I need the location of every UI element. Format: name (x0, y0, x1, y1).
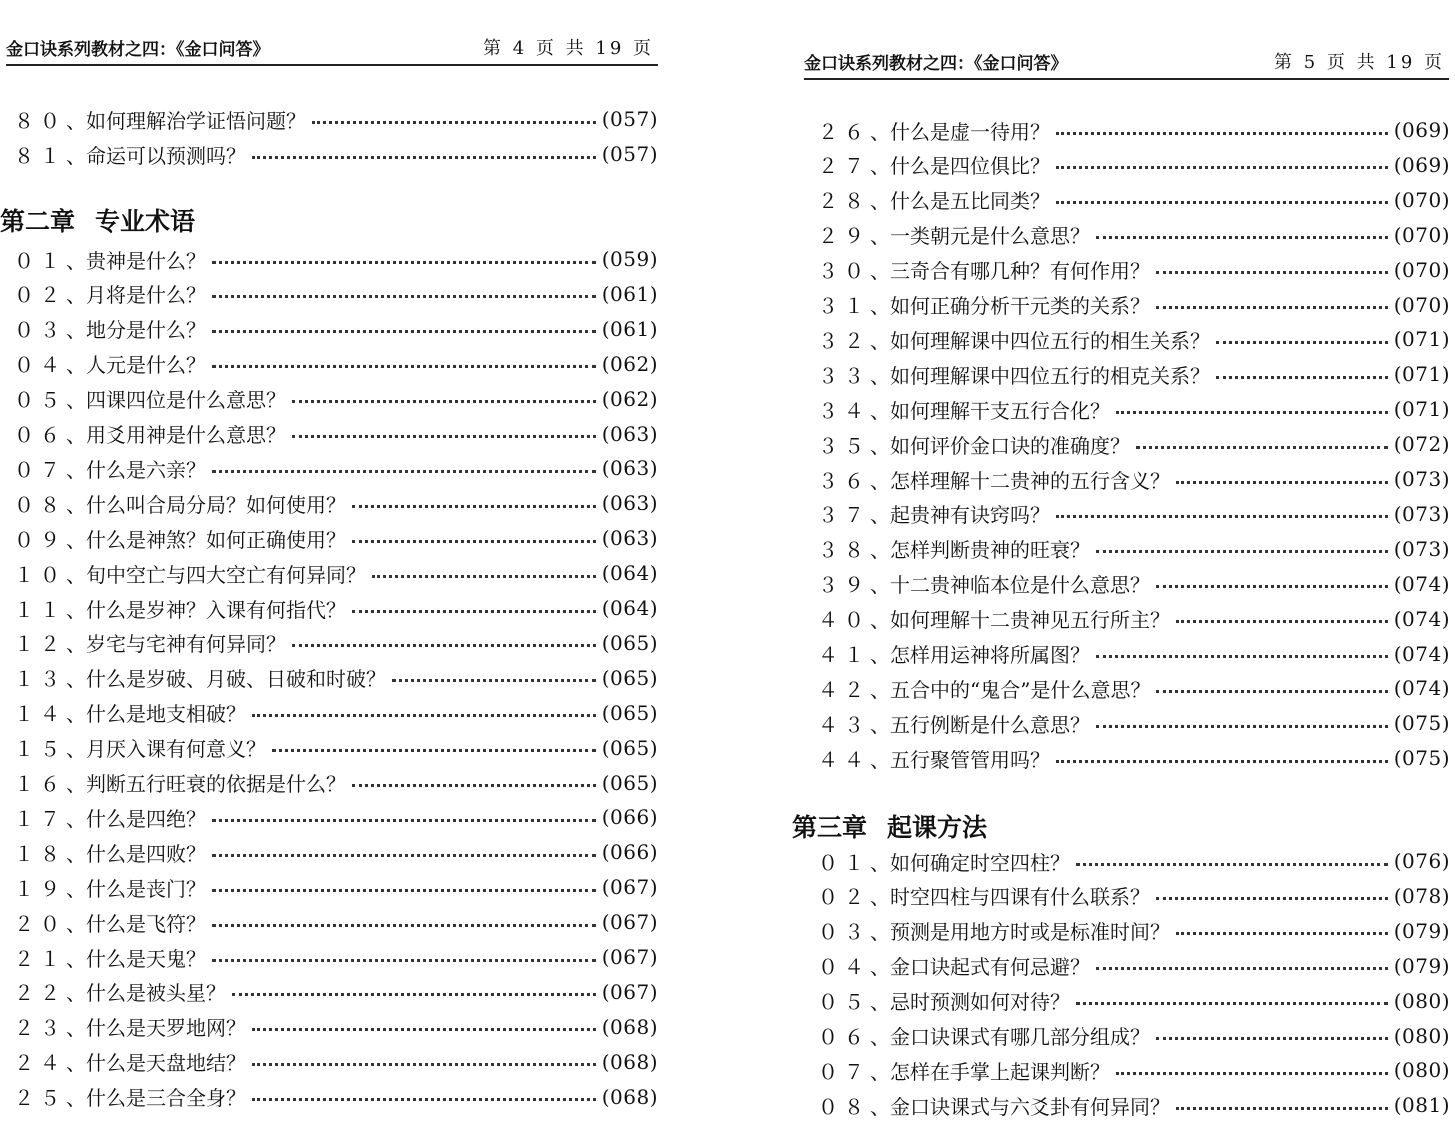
toc-entry (818, 534, 1450, 564)
toc-entry (14, 768, 658, 798)
entry-title: 、预测是用地方时或是标准时间？ (870, 920, 1170, 945)
toc-entry (14, 663, 658, 693)
dot-leader (292, 398, 596, 403)
entry-page: (066) (601, 840, 658, 865)
entry-number: ０４ (818, 955, 870, 980)
entry-page: (074) (1393, 571, 1450, 596)
toc-entry (818, 881, 1450, 911)
page-number: 第 5 页 共 19 页 (1274, 52, 1445, 73)
entry-title: 、如何理解课中四位五行的相克关系？ (870, 363, 1210, 388)
entry-title: 、如何理解干支五行合化？ (870, 398, 1110, 423)
entry-title: 、怎样用运神将所属图？ (870, 643, 1090, 667)
toc-entry (14, 453, 658, 483)
dot-leader (1176, 618, 1388, 623)
entry-number: ２１ (14, 946, 66, 971)
dot-leader (1176, 479, 1388, 484)
entry-title: 、三奇合有哪几种？有何作用？ (870, 259, 1150, 284)
entry-title: 、什么是天盘地结？ (66, 1051, 246, 1076)
entry-title: 、人元是什么？ (66, 353, 206, 378)
entry-title: 、什么是天罗地网？ (66, 1016, 246, 1041)
entry-page: (073) (1393, 501, 1450, 526)
dot-leader (1156, 688, 1387, 693)
chapter-title: 专业术语 (95, 207, 196, 236)
dot-leader (292, 433, 596, 438)
entry-title: 、什么是天鬼？ (66, 946, 206, 971)
toc-entry (14, 733, 658, 763)
entry-title: 、一类朝元是什么意思？ (870, 224, 1090, 249)
entry-number: ３５ (818, 433, 870, 458)
entry-title: 、什么是六亲？ (66, 457, 206, 482)
toc-entry (818, 846, 1450, 876)
entry-page: (068) (601, 1084, 658, 1109)
entry-page: (069) (1393, 152, 1450, 177)
dot-leader (392, 677, 596, 682)
entry-page: (065) (601, 700, 658, 725)
entry-title: 、什么是三合全身？ (66, 1086, 246, 1111)
entry-page: (070) (1393, 292, 1450, 317)
entry-title: 、什么是地支相破？ (66, 702, 246, 727)
entry-number: １１ (14, 597, 66, 622)
toc-entry (818, 604, 1450, 634)
dot-leader (252, 1026, 596, 1031)
dot-leader (1156, 895, 1388, 900)
toc-entry (818, 708, 1450, 738)
entry-title: 、起贵神有诀窍吗？ (870, 503, 1050, 528)
entry-page: (063) (601, 456, 658, 481)
entry-page: (064) (601, 596, 658, 620)
dot-leader (212, 922, 596, 927)
entry-title: 、什么是神煞？如何正确使用？ (66, 527, 346, 552)
entry-page: (059) (601, 247, 658, 271)
entry-title: 、月将是什么？ (66, 283, 206, 308)
toc-entry (818, 1021, 1450, 1051)
entry-page: (073) (1393, 467, 1450, 491)
entry-page: (062) (601, 386, 658, 411)
dot-leader (212, 293, 596, 298)
entry-title: 、金口诀课式有哪几部分组成？ (870, 1025, 1150, 1049)
entry-title: 、如何理解治学证悟问题？ (66, 108, 306, 133)
entry-page: (076) (1393, 849, 1450, 873)
entry-number: ２８ (818, 189, 870, 214)
entry-number: ０９ (14, 527, 66, 552)
dot-leader (352, 608, 596, 613)
entry-number: ０２ (818, 885, 870, 910)
entry-number: ２０ (14, 911, 66, 936)
entry-number: ８０ (14, 108, 66, 133)
entry-page: (067) (601, 875, 658, 900)
toc-entry (14, 593, 658, 623)
dot-leader (1156, 304, 1388, 309)
entry-title: 、五行例断是什么意思？ (870, 712, 1090, 737)
entry-title: 、用爻用神是什么意思？ (66, 423, 286, 447)
entry-title: 、什么是四位俱比？ (870, 154, 1050, 179)
entry-title: 、什么是岁神？入课有何指代？ (66, 597, 346, 622)
entry-page: (075) (1393, 711, 1450, 736)
entry-title: 、怎样理解十二贵神的五行含义？ (870, 468, 1170, 493)
toc-entry (818, 743, 1450, 773)
entry-page: (067) (601, 945, 658, 969)
entry-number: ３７ (818, 503, 870, 528)
dot-leader (1056, 758, 1388, 763)
entry-number: ３３ (818, 363, 870, 388)
dot-leader (252, 1096, 596, 1101)
entry-number: ２４ (14, 1051, 66, 1076)
dot-leader (1096, 965, 1388, 970)
toc-entry (14, 139, 658, 169)
toc-entry (818, 324, 1450, 354)
entry-number: ２５ (14, 1086, 66, 1111)
dot-leader (212, 957, 596, 962)
entry-title: 、月厌入课有何意义？ (66, 737, 266, 762)
entry-number: ２２ (14, 981, 66, 1006)
entry-page: (074) (1393, 606, 1450, 631)
entry-number: １６ (14, 772, 66, 796)
dot-leader (352, 538, 596, 543)
dot-leader (1156, 269, 1388, 274)
entry-page: (065) (601, 665, 658, 690)
entry-page: (080) (1393, 1058, 1450, 1083)
chapter-number: 第三章 (792, 813, 868, 842)
chapter-heading (0, 202, 195, 238)
dot-leader (212, 468, 596, 473)
book-title: 金口诀系列教材之四：《金口问答》 (6, 40, 270, 60)
entry-title: 、判断五行旺衰的依据是什么？ (66, 772, 346, 796)
dot-leader (252, 712, 596, 717)
toc-entry (818, 1055, 1450, 1085)
entry-number: ２３ (14, 1016, 66, 1041)
entry-page: (071) (1393, 397, 1450, 422)
entry-page: (081) (1393, 1093, 1450, 1118)
dot-leader (1136, 444, 1388, 449)
left-page-header (6, 34, 658, 66)
entry-page: (070) (1393, 222, 1450, 247)
entry-title: 、时空四柱与四课有什么联系？ (870, 885, 1150, 910)
entry-title: 、怎样判断贵神的旺衰？ (870, 538, 1090, 563)
toc-entry (818, 1090, 1450, 1120)
toc-entry (818, 464, 1450, 494)
entry-title: 、如何正确分析干元类的关系？ (870, 294, 1150, 318)
entry-title: 、四课四位是什么意思？ (66, 388, 286, 413)
entry-number: ０８ (14, 492, 66, 517)
entry-number: ０７ (14, 457, 66, 482)
entry-page: (072) (1393, 432, 1450, 457)
dot-leader (1096, 723, 1388, 728)
dot-leader (1216, 374, 1388, 379)
dot-leader (1096, 548, 1388, 553)
entry-number: ０３ (14, 318, 66, 343)
entry-title: 、什么是飞符？ (66, 911, 206, 936)
toc-entry (14, 698, 658, 728)
entry-number: ２９ (818, 224, 870, 249)
entry-number: ０３ (818, 920, 870, 945)
entry-number: ２７ (818, 154, 870, 179)
entry-title: 、什么是虚一待用？ (870, 119, 1050, 144)
entry-number: １２ (14, 632, 66, 657)
entry-number: ４３ (818, 712, 870, 737)
toc-entry (14, 104, 658, 134)
dot-leader (1116, 409, 1388, 414)
toc-entry (14, 1012, 658, 1042)
dot-leader (352, 503, 596, 508)
entry-number: ０８ (818, 1094, 870, 1119)
toc-entry (818, 673, 1450, 703)
entry-page: (074) (1393, 676, 1450, 701)
toc-entry (14, 1047, 658, 1077)
entry-page: (064) (601, 561, 658, 586)
dot-leader (1076, 861, 1388, 866)
dot-leader (1096, 653, 1388, 658)
dot-leader (1156, 583, 1388, 588)
chapter-number: 第二章 (0, 207, 76, 236)
toc-entry (14, 628, 658, 658)
toc-entry (818, 359, 1450, 389)
entry-page: (068) (601, 1049, 658, 1074)
entry-title: 、金口诀起式有何忌避？ (870, 955, 1090, 980)
entry-number: ３６ (818, 468, 870, 493)
entry-page: (063) (601, 491, 658, 516)
dot-leader (1056, 164, 1388, 169)
dot-leader (212, 363, 596, 368)
entry-title: 、什么是丧门？ (66, 876, 206, 901)
toc-entry (818, 639, 1450, 669)
entry-number: ０４ (14, 353, 66, 378)
entry-page: (061) (601, 316, 658, 341)
entry-title: 、什么是岁破、月破、日破和时破？ (66, 667, 386, 692)
right-page (790, 0, 1455, 1127)
dot-leader (272, 747, 596, 752)
entry-number: ３１ (818, 294, 870, 318)
entry-number: ０７ (818, 1059, 870, 1084)
entry-title: 、什么是四败？ (66, 841, 206, 866)
toc-entry (818, 394, 1450, 424)
dot-leader (1056, 513, 1388, 518)
dot-leader (1056, 130, 1388, 135)
toc-entry (14, 837, 658, 867)
entry-title: 、什么是五比同类？ (870, 189, 1050, 214)
entry-number: ０６ (818, 1025, 870, 1049)
entry-number: １４ (14, 702, 66, 727)
dot-leader (352, 782, 596, 787)
entry-page: (071) (1393, 362, 1450, 387)
entry-page: (066) (601, 805, 658, 830)
entry-page: (063) (601, 421, 658, 446)
entry-title: 、忌时预测如何对待？ (870, 990, 1070, 1015)
entry-number: ４０ (818, 608, 870, 633)
toc-entry (14, 802, 658, 832)
dot-leader (1076, 1000, 1388, 1005)
entry-number: ０５ (818, 990, 870, 1015)
entry-number: ０５ (14, 388, 66, 413)
entry-number: ４１ (818, 643, 870, 667)
entry-page: (079) (1393, 953, 1450, 978)
toc-entry (14, 872, 658, 902)
toc-entry (14, 244, 658, 274)
chapter-heading (792, 808, 987, 844)
entry-page: (071) (1393, 327, 1450, 352)
dot-leader (1176, 1105, 1388, 1110)
entry-number: ４４ (818, 747, 870, 772)
entry-number: ０２ (14, 283, 66, 308)
dot-leader (1056, 199, 1388, 204)
toc-entry (14, 384, 658, 414)
toc-entry (14, 279, 658, 309)
entry-title: 、命运可以预测吗？ (66, 143, 246, 168)
entry-page: (068) (601, 1014, 658, 1039)
toc-entry (14, 907, 658, 937)
entry-title: 、如何理解十二贵神见五行所主？ (870, 608, 1170, 633)
dot-leader (252, 1061, 596, 1066)
entry-title: 、什么是四绝？ (66, 806, 206, 831)
entry-page: (061) (601, 281, 658, 306)
entry-page: (057) (601, 107, 658, 131)
dot-leader (212, 887, 596, 892)
entry-title: 、旬中空亡与四大空亡有何异同？ (66, 562, 366, 587)
entry-page: (057) (601, 142, 658, 166)
toc-entry (818, 951, 1450, 981)
page-number: 第 4 页 共 19 页 (483, 38, 654, 59)
dot-leader (232, 991, 596, 996)
entry-page: (065) (601, 770, 658, 795)
dot-leader (212, 328, 596, 333)
dot-leader (1156, 1035, 1388, 1040)
entry-number: ３０ (818, 259, 870, 284)
entry-page: (067) (601, 979, 658, 1004)
entry-title: 、金口诀课式与六爻卦有何异同？ (870, 1094, 1170, 1119)
dot-leader (212, 817, 596, 822)
toc-entry (818, 185, 1450, 215)
toc-entry (14, 314, 658, 344)
book-title: 金口诀系列教材之四：《金口问答》 (804, 54, 1068, 74)
dot-leader (252, 154, 596, 159)
entry-page: (065) (601, 735, 658, 760)
dot-leader (1116, 1070, 1388, 1075)
entry-number: ０６ (14, 423, 66, 447)
toc-entry (14, 349, 658, 379)
entry-page: (075) (1393, 746, 1450, 771)
toc-entry (818, 150, 1450, 180)
dot-leader (1216, 339, 1388, 344)
entry-title: 、地分是什么？ (66, 318, 206, 343)
right-page-header (804, 48, 1449, 80)
entry-page: (073) (1393, 536, 1450, 561)
left-page (0, 0, 662, 1127)
entry-page: (067) (601, 910, 658, 935)
entry-page: (062) (601, 351, 658, 376)
entry-title: 、如何理解课中四位五行的相生关系？ (870, 328, 1210, 353)
chapter-title: 起课方法 (887, 813, 988, 842)
entry-title: 、五行聚管管用吗？ (870, 747, 1050, 772)
entry-number: ３８ (818, 538, 870, 563)
entry-number: １９ (14, 876, 66, 901)
toc-entry (818, 916, 1450, 946)
entry-title: 、贵神是什么？ (66, 248, 206, 273)
toc-entry (818, 290, 1450, 320)
entry-page: (078) (1393, 883, 1450, 908)
toc-entry (14, 419, 658, 449)
toc-entry (818, 220, 1450, 250)
entry-page: (070) (1393, 187, 1450, 212)
toc-entry (818, 429, 1450, 459)
entry-page: (079) (1393, 918, 1450, 943)
entry-page: (080) (1393, 988, 1450, 1013)
entry-title: 、怎样在手掌上起课判断？ (870, 1059, 1110, 1084)
entry-title: 、什么是被头星？ (66, 981, 226, 1006)
entry-page: (069) (1393, 118, 1450, 142)
toc-entry (818, 115, 1450, 145)
entry-page: (070) (1393, 257, 1450, 282)
dot-leader (292, 642, 596, 647)
entry-number: １３ (14, 667, 66, 692)
dot-leader (372, 573, 596, 578)
toc-entry (14, 488, 658, 518)
entry-number: １７ (14, 806, 66, 831)
entry-page: (063) (601, 526, 658, 551)
toc-entry (14, 1082, 658, 1112)
entry-page: (074) (1393, 641, 1450, 666)
entry-number: ３９ (818, 573, 870, 598)
toc-entry (14, 523, 658, 553)
toc-entry (818, 569, 1450, 599)
entry-number: ３２ (818, 328, 870, 353)
dot-leader (1096, 234, 1388, 239)
entry-number: １８ (14, 841, 66, 866)
dot-leader (312, 119, 596, 124)
entry-number: ２６ (818, 119, 870, 144)
entry-page: (080) (1393, 1023, 1450, 1048)
dot-leader (212, 259, 596, 264)
entry-title: 、五合中的“鬼合”是什么意思？ (870, 677, 1151, 702)
dot-leader (212, 852, 596, 857)
entry-number: １０ (14, 562, 66, 587)
entry-number: ４２ (818, 677, 870, 702)
toc-entry (818, 986, 1450, 1016)
dot-leader (1176, 930, 1388, 935)
entry-title: 、十二贵神临本位是什么意思？ (870, 573, 1150, 598)
toc-entry (14, 977, 658, 1007)
entry-page: (065) (601, 630, 658, 655)
entry-number: ３４ (818, 398, 870, 423)
entry-title: 、岁宅与宅神有何异同？ (66, 632, 286, 657)
entry-number: １５ (14, 737, 66, 762)
entry-number: ０１ (14, 248, 66, 273)
entry-number: ８１ (14, 143, 66, 168)
entry-title: 、什么叫合局分局？如何使用？ (66, 492, 346, 517)
toc-entry (14, 942, 658, 972)
toc-entry (818, 499, 1450, 529)
toc-entry (818, 255, 1450, 285)
toc-entry (14, 558, 658, 588)
entry-title: 、如何确定时空四柱？ (870, 850, 1070, 875)
entry-title: 、如何评价金口诀的准确度？ (870, 433, 1130, 458)
entry-number: ０１ (818, 850, 870, 875)
